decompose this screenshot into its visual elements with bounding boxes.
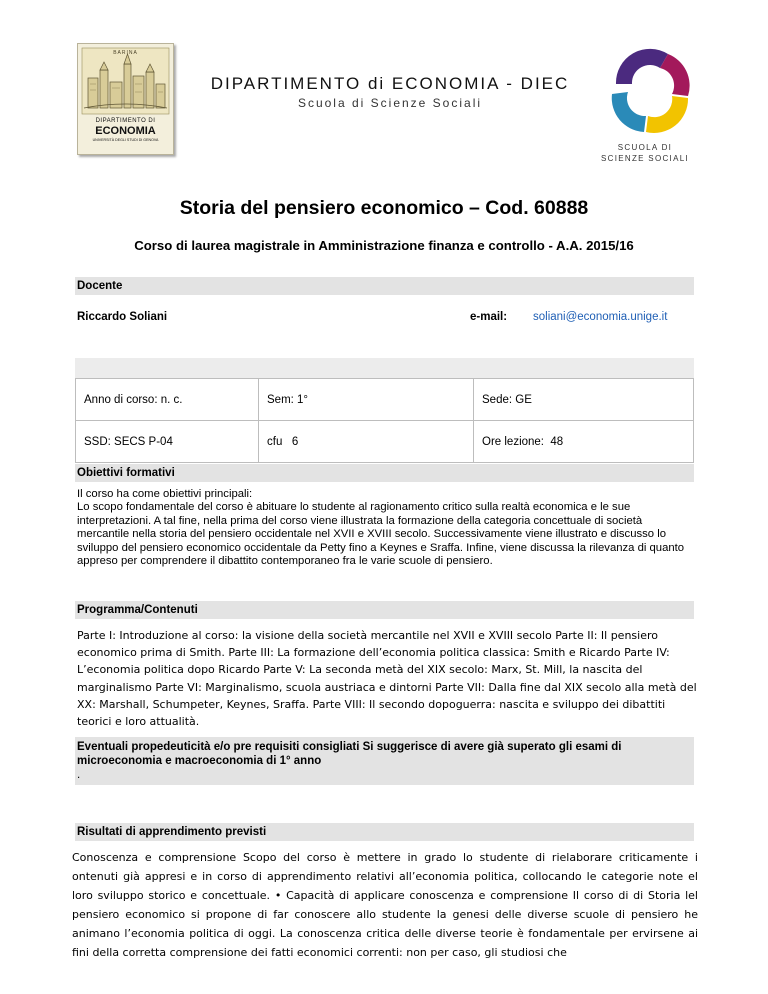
course-title: Storia del pensiero economico – Cod. 60888 — [179, 197, 589, 219]
docente-heading: Docente — [75, 277, 694, 295]
school-label-line-1: SCUOLA DI — [617, 143, 673, 152]
email-label: e-mail: — [470, 311, 508, 323]
obiettivi-text: Il corso ha come obiettivi principali: Lo scopo fondamentale del corso è abituare lo studente al ragionamento critico sulla realtà economica e le sue interpretazioni. A tal fine, nella prima del corso viene illustrata la formazione della categoria concettuale di società mercantile nella storia del pensiero occidentale nel XVII e XVIII secolo. Successivamente viene illustrato e discusso lo sviluppo del pensiero economico occidentale da Petty fino a Keynes e Sraffa. Infine, viene discussa la rilevanza di quanto appreso per comprendere il dibattito contemporaneo fra le varie scuole di pensiero. — [77, 488, 685, 568]
obiettivi-heading: Obiettivi formativi — [75, 464, 694, 482]
logo-line-3: UNIVERSITÀ DEGLI STUDI DI GENOVA — [92, 138, 159, 142]
department-title: DIPARTIMENTO di ECONOMIA - DIEC — [210, 74, 570, 93]
course-info-table — [75, 378, 694, 463]
course-subtitle: Corso di laurea magistrale in Amministrazione finanza e controllo - A.A. 2015/16 — [134, 238, 634, 253]
risultati-text: Conoscenza e comprensione Scopo del corso è mettere in grado lo studente di rielaborare criticamente i ontenuti già appresi e in corso di apprendimento relativi all’economia politica, collocando le categorie note el loro sviluppo storico e concettuale. • Capacità di applicare conoscenza e comprensione Il corso di di Storia lel pensiero economico si propone di far conoscere allo studente la genesi delle diverse scuole di pensiero he animano l’economia politica di oggi. La conoscenza critica delle diverse teorie è fondamentale per ervirsene ai fini della corretta comprensione dei fatti economici correnti: non per caso, gli studiosi che — [72, 851, 698, 959]
programma-heading: Programma/Contenuti — [75, 601, 694, 619]
risultati-heading: Risultati di apprendimento previsti — [75, 823, 694, 841]
school-label-line-2: SCIENZE SOCIALI — [601, 154, 689, 163]
table-row — [76, 379, 694, 421]
anno-cell: Anno di corso: n. c. — [76, 379, 259, 421]
ssd-cell: SSD: SECS P-04 — [76, 421, 259, 463]
docente-name: Riccardo Soliani — [77, 311, 168, 323]
logo-left-label — [78, 118, 173, 143]
email-link[interactable]: soliani@economia.unige.it — [533, 311, 668, 323]
ore-cell: Ore lezione: 48 — [474, 421, 694, 463]
propedeuticita-text: . — [77, 769, 81, 781]
table-row — [76, 421, 694, 463]
programma-text: Parte I: Introduzione al corso: la visione della società mercantile nel XVII e XVIII secolo Parte II: Il pensiero economico prima di Smith. Parte III: La formazione dell’economia politica classica: Smith e Ricardo Parte IV: L’economia politica dopo Ricardo Parte V: La seconda metà del XIX secolo: Marx, St. Mill, la nascita del marginalismo Parte VI: Marginalismo, scuola austriaca e dintorni Parte VII: Dalla fine dal XIX secolo alla metà del XX: Marshall, Schumpeter, Keynes, Sraffa. Parte VIII: Il secondo dopoguerra: nascita e sviluppo dei dibattiti teorici e loro attualità. — [77, 629, 697, 729]
sem-cell: Sem: 1° — [259, 379, 474, 421]
logo-line-2: ECONOMIA — [95, 125, 156, 137]
school-logo-icon — [596, 44, 694, 144]
cfu-cell: cfu 6 — [259, 421, 474, 463]
department-subtitle: Scuola di Scienze Sociali — [297, 96, 483, 110]
propedeuticita-section — [75, 737, 694, 785]
section-spacer — [75, 358, 694, 378]
logo-top-text: BARINA — [113, 50, 138, 56]
logo-line-1: DIPARTIMENTO DI — [95, 118, 156, 124]
school-logo-label — [588, 142, 702, 164]
sede-cell: Sede: GE — [474, 379, 694, 421]
department-logo — [77, 43, 174, 155]
propedeuticita-heading: Eventuali propedeuticità e/o pre requisiti consigliati Si suggerisce di avere già superato gli esami di microeconomia e macroeconomia di 1° anno — [77, 741, 622, 767]
